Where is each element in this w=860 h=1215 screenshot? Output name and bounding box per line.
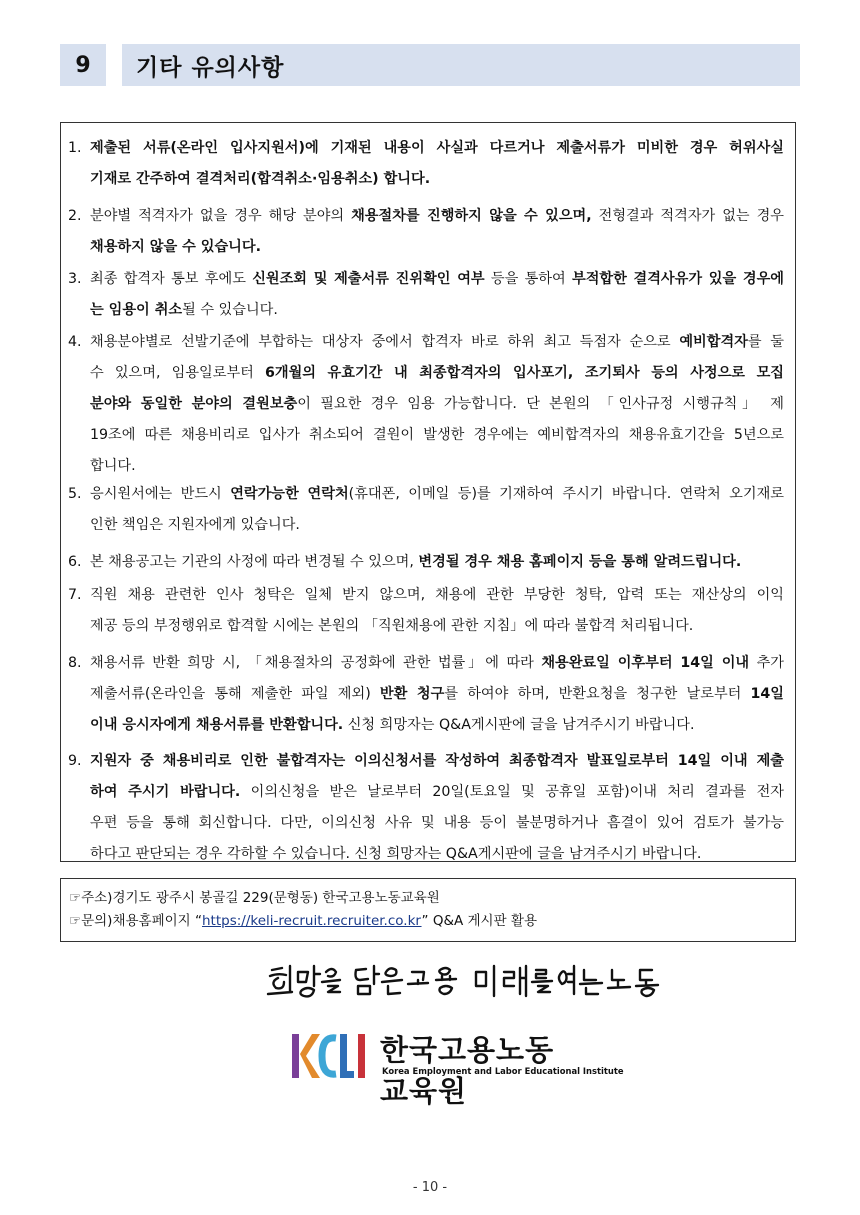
- body-text: 우편 등을 통해 회신합니다. 다만, 이의신청 사유 및 내용 등이 불분명하거나 흠결이 있어 검토가 불가능: [90, 815, 784, 831]
- page-number: - 10 -: [412, 1180, 448, 1195]
- emphasis-text: 신원조회 및 제출서류 진위확인 여부: [252, 271, 485, 287]
- notice-item: [68, 133, 790, 195]
- section-title: 기타 유의사항: [136, 54, 285, 81]
- body-text: 최종 합격자 통보 후에도: [90, 271, 253, 287]
- emphasis-text: 지원자 중 채용비리로 인한 불합격자는 이의신청서를 작성하여 최종합격자 발표일로부터 14일 이내 제출: [90, 753, 784, 769]
- notice-line: [68, 839, 790, 870]
- body-text: 수 있으며, 임용일로부터: [90, 365, 265, 381]
- notice-line: [68, 479, 790, 510]
- notice-line: [68, 327, 790, 358]
- contact-box: [60, 878, 796, 942]
- body-text: 본 채용공고는 기관의 사정에 따라 변경될 수 있으며,: [90, 554, 419, 570]
- body-text: 될 수 있습니다.: [182, 302, 278, 318]
- notice-item: [68, 648, 790, 741]
- body-text: 신청 희망자는 Q&A게시판에 글을 남겨주시기 바랍니다.: [343, 717, 695, 733]
- notice-item: [68, 327, 790, 482]
- notice-line: [68, 358, 790, 389]
- notice-line: [68, 510, 790, 541]
- body-text: 19조에 따른 채용비리로 입사가 취소되어 결원이 발생한 경우에는 예비합격자의 채용유효기간을 5년으로: [90, 427, 784, 443]
- notice-number: 8.: [68, 655, 82, 671]
- notice-number: 9.: [68, 753, 82, 769]
- body-text: 추가: [749, 655, 784, 671]
- body-text: 등을 통하여: [484, 271, 572, 287]
- body-text: 인한 책임은 지원자에게 있습니다.: [90, 517, 300, 533]
- body-text: 직원 채용 관련한 인사 청탁은 일체 받지 않으며, 채용에 관한 부당한 청탁, 압력 또는 재산상의 이익: [90, 587, 784, 603]
- emphasis-text: 6개월의 유효기간 내 최종합격자의 입사포기, 조기퇴사 등의 사정으로 모집: [265, 365, 784, 381]
- body-text: 이 필요한 경우 임용 가능합니다. 단 본원의 「인사규정 시행규칙」 제: [297, 396, 784, 412]
- emphasis-text: 채용완료일 이후부터 14일 이내: [541, 655, 750, 671]
- notice-line: [68, 133, 790, 164]
- logo-name: 한국고용노동교육원: [380, 1033, 555, 1108]
- notice-item: [68, 201, 790, 263]
- notice-line: [68, 777, 790, 808]
- notice-line: [68, 746, 790, 777]
- notice-line: [68, 611, 790, 642]
- logo-subtitle: Korea Employment and Labor Educational Institute: [382, 1066, 624, 1076]
- body-text: 응시원서에는 반드시: [90, 486, 231, 502]
- section-header: [60, 44, 800, 86]
- notice-number: 7.: [68, 587, 82, 603]
- notice-item: [68, 547, 790, 578]
- notice-number: 6.: [68, 554, 82, 570]
- body-text: 분야별 적격자가 없을 경우 해당 분야의: [90, 208, 352, 224]
- notice-number: 1.: [68, 140, 82, 156]
- body-text: (휴대폰, 이메일 등)를 기재하여 주시기 바랍니다. 연락처 오기재로: [348, 486, 784, 502]
- notice-item: [68, 580, 790, 642]
- notice-item: [68, 479, 790, 541]
- notice-line: [68, 232, 790, 263]
- inquiry-suffix: ” Q&A 게시판 활용: [421, 913, 537, 929]
- notice-line: [68, 264, 790, 295]
- emphasis-text: 기재로 간주하여 결격처리(합격취소·임용취소) 합니다.: [90, 171, 431, 187]
- notice-list-box: [60, 122, 796, 862]
- notice-line: [68, 679, 790, 710]
- body-text: 제공 등의 부정행위로 합격할 시에는 본원의 「직원채용에 관한 지침」에 따라 불합격 처리됩니다.: [90, 618, 694, 634]
- body-text: 채용분야별로 선발기준에 부합하는 대상자 중에서 합격자 바로 하위 최고 득점자 순으로: [90, 334, 680, 350]
- notice-number: 2.: [68, 208, 82, 224]
- notice-number: 5.: [68, 486, 82, 502]
- notice-number: 3.: [68, 271, 82, 287]
- emphasis-text: 반환 청구: [379, 686, 445, 702]
- notice-line: [68, 451, 790, 482]
- slogan-calligraphy: [0, 960, 860, 1010]
- body-text: 채용서류 반환 희망 시, 「채용절차의 공정화에 관한 법률」에 따라: [90, 655, 542, 671]
- emphasis-text: 하여 주시기 바랍니다.: [90, 784, 241, 800]
- emphasis-text: 분야와 동일한 분야의 결원보충: [90, 396, 298, 412]
- body-text: 하다고 판단되는 경우 각하할 수 있습니다. 신청 희망자는 Q&A게시판에 글을 남겨주시기 바랍니다.: [90, 846, 702, 862]
- body-text: 이의신청을 받은 날로부터 20일(토요일 및 공휴일 포함)이내 처리 결과를 전자: [240, 784, 784, 800]
- notice-item: [68, 746, 790, 870]
- section-title-bar: [122, 44, 800, 86]
- section-number: 9: [60, 44, 106, 86]
- notice-line: [68, 547, 790, 578]
- inquiry-prefix: ☞문의)채용홈페이지 “: [69, 913, 202, 929]
- emphasis-text: 부적합한 결격사유가 있을 경우에: [571, 271, 784, 287]
- emphasis-text: 예비합격자: [679, 334, 748, 350]
- emphasis-text: 이내 응시자에게 채용서류를 반환합니다.: [90, 717, 344, 733]
- keli-logo-mark: [290, 1030, 370, 1090]
- body-text: 제출서류(온라인을 통해 제출한 파일 제외): [90, 686, 380, 702]
- body-text: 전형결과 적격자가 없는 경우: [591, 208, 784, 224]
- emphasis-text: 채용하지 않을 수 있습니다.: [90, 239, 261, 255]
- notice-line: [68, 389, 790, 420]
- notice-line: [68, 648, 790, 679]
- emphasis-text: 채용절차를 진행하지 않을 수 있으며,: [351, 208, 592, 224]
- body-text: 를 하여야 하며, 반환요청을 청구한 날로부터: [444, 686, 751, 702]
- notice-line: [68, 164, 790, 195]
- contact-inquiry: [69, 910, 787, 933]
- keli-logo: [290, 1022, 624, 1108]
- emphasis-text: 변경될 경우 채용 홈페이지 등을 통해 알려드립니다.: [418, 554, 742, 570]
- notice-number: 4.: [68, 334, 82, 350]
- emphasis-text: 연락가능한 연락처: [230, 486, 349, 502]
- recruit-homepage-link[interactable]: https://keli-recruit.recruiter.co.kr: [201, 913, 422, 929]
- contact-address: ☞주소)경기도 광주시 봉골길 229(문형동) 한국고용노동교육원: [69, 890, 440, 906]
- notice-line: [68, 808, 790, 839]
- notice-line: [68, 580, 790, 611]
- emphasis-text: 는 임용이 취소: [90, 302, 183, 318]
- body-text: 를 둘: [747, 334, 785, 350]
- emphasis-text: 제출된 서류(온라인 입사지원서)에 기재된 내용이 사실과 다르거나 제출서류가 미비한 경우 허위사실: [90, 140, 784, 156]
- emphasis-text: 14일: [750, 686, 784, 702]
- body-text: 합니다.: [90, 458, 136, 474]
- notice-line: [68, 295, 790, 326]
- notice-line: [68, 710, 790, 741]
- notice-item: [68, 264, 790, 326]
- notice-line: [68, 420, 790, 451]
- notice-line: [68, 201, 790, 232]
